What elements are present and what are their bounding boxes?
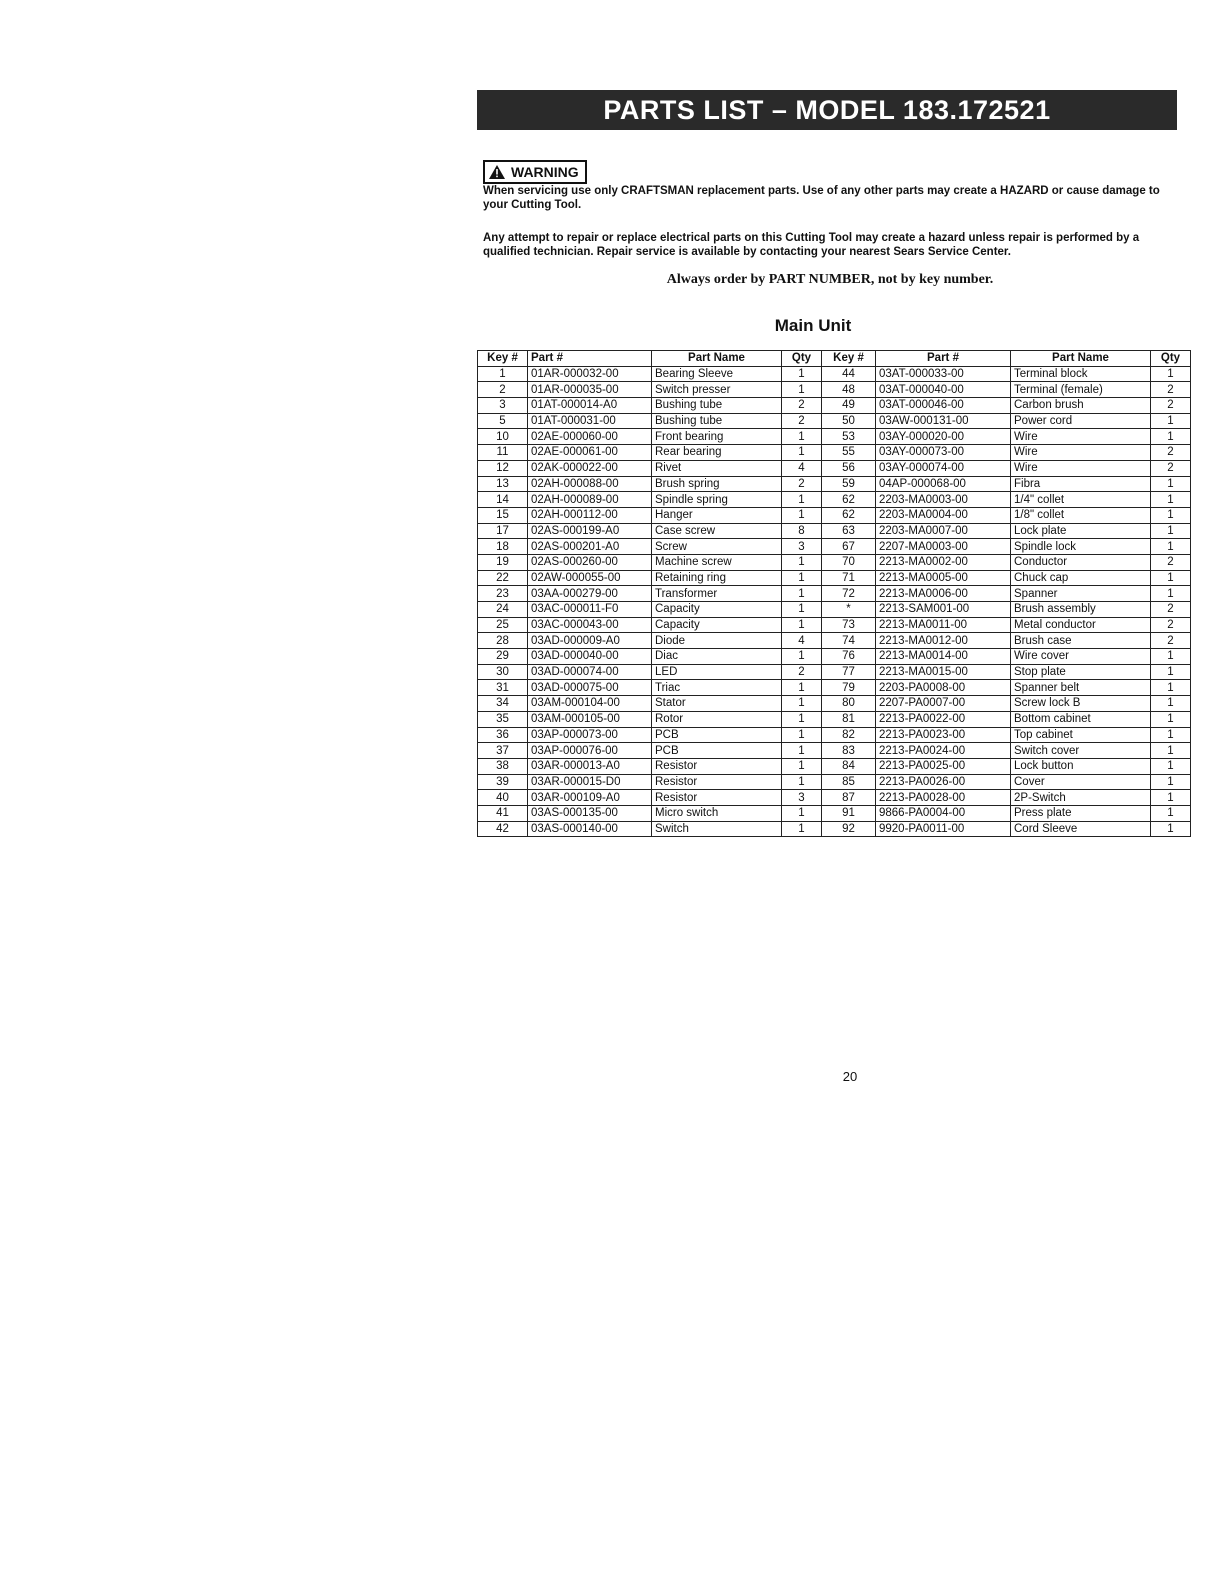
table-row bbox=[478, 758, 1191, 774]
qty-cell: 1 bbox=[1151, 664, 1191, 680]
qty-cell: 1 bbox=[782, 366, 822, 382]
key-cell: 36 bbox=[478, 727, 528, 743]
key-cell: 10 bbox=[478, 429, 528, 445]
key-cell: 38 bbox=[478, 758, 528, 774]
table-header-row bbox=[478, 351, 1191, 367]
part-name-cell: Stator bbox=[652, 696, 782, 712]
part-name-cell: Machine screw bbox=[652, 554, 782, 570]
part-number-cell: 03AM-000104-00 bbox=[528, 696, 652, 712]
part-name-cell: Brush assembly bbox=[1011, 602, 1151, 618]
part-name-cell: Retaining ring bbox=[652, 570, 782, 586]
part-name-cell: Front bearing bbox=[652, 429, 782, 445]
page-number: 20 bbox=[842, 1069, 858, 1084]
qty-cell: 2 bbox=[782, 664, 822, 680]
qty-cell: 1 bbox=[782, 617, 822, 633]
key-cell: 85 bbox=[822, 774, 876, 790]
part-name-cell: Wire bbox=[1011, 460, 1151, 476]
part-number-cell: 02AH-000089-00 bbox=[528, 492, 652, 508]
part-name-cell: Switch presser bbox=[652, 382, 782, 398]
key-cell: 49 bbox=[822, 398, 876, 414]
qty-cell: 1 bbox=[1151, 711, 1191, 727]
part-number-cell: 2207-MA0003-00 bbox=[876, 539, 1011, 555]
key-cell: 63 bbox=[822, 523, 876, 539]
qty-cell: 1 bbox=[1151, 476, 1191, 492]
qty-cell: 1 bbox=[782, 507, 822, 523]
table-row bbox=[478, 664, 1191, 680]
part-number-cell: 01AT-000014-A0 bbox=[528, 398, 652, 414]
qty-cell: 3 bbox=[782, 790, 822, 806]
part-name-cell: Power cord bbox=[1011, 413, 1151, 429]
key-cell: 35 bbox=[478, 711, 528, 727]
section-title: Main Unit bbox=[774, 316, 852, 335]
qty-cell: 1 bbox=[1151, 774, 1191, 790]
qty-cell: 1 bbox=[782, 680, 822, 696]
part-name-cell: 2P-Switch bbox=[1011, 790, 1151, 806]
part-name-cell: Diode bbox=[652, 633, 782, 649]
table-row bbox=[478, 476, 1191, 492]
part-name-cell: Spanner bbox=[1011, 586, 1151, 602]
key-cell: 83 bbox=[822, 743, 876, 759]
part-name-cell: Spanner belt bbox=[1011, 680, 1151, 696]
key-cell: 74 bbox=[822, 633, 876, 649]
part-number-cell: 03AD-000074-00 bbox=[528, 664, 652, 680]
part-number-cell: 2213-PA0022-00 bbox=[876, 711, 1011, 727]
part-number-cell: 03AD-000040-00 bbox=[528, 649, 652, 665]
key-cell: 3 bbox=[478, 398, 528, 414]
key-cell: 55 bbox=[822, 445, 876, 461]
table-row bbox=[478, 413, 1191, 429]
part-number-cell: 03AS-000140-00 bbox=[528, 821, 652, 837]
key-cell: 53 bbox=[822, 429, 876, 445]
qty-cell: 1 bbox=[782, 382, 822, 398]
part-name-cell: Triac bbox=[652, 680, 782, 696]
part-number-cell: 2213-PA0028-00 bbox=[876, 790, 1011, 806]
part-number-cell: 02AK-000022-00 bbox=[528, 460, 652, 476]
qty-cell: 1 bbox=[1151, 680, 1191, 696]
key-cell: 56 bbox=[822, 460, 876, 476]
part-number-cell: 02AE-000061-00 bbox=[528, 445, 652, 461]
part-name-cell: Lock plate bbox=[1011, 523, 1151, 539]
part-number-cell: 2213-PA0024-00 bbox=[876, 743, 1011, 759]
part-name-cell: 1/8" collet bbox=[1011, 507, 1151, 523]
table-row bbox=[478, 711, 1191, 727]
qty-cell: 1 bbox=[782, 445, 822, 461]
page-title-banner bbox=[477, 90, 1177, 130]
qty-cell: 2 bbox=[782, 413, 822, 429]
part-name-cell: Resistor bbox=[652, 758, 782, 774]
part-number-cell: 2213-MA0011-00 bbox=[876, 617, 1011, 633]
part-number-cell: 03AC-000011-F0 bbox=[528, 602, 652, 618]
page-title: PARTS LIST – MODEL 183.172521 bbox=[603, 95, 1051, 125]
key-cell: 34 bbox=[478, 696, 528, 712]
qty-cell: 1 bbox=[782, 554, 822, 570]
part-name-cell: Chuck cap bbox=[1011, 570, 1151, 586]
qty-cell: 2 bbox=[1151, 554, 1191, 570]
part-name-cell: Bushing tube bbox=[652, 398, 782, 414]
part-name-cell: Resistor bbox=[652, 790, 782, 806]
part-name-cell: Top cabinet bbox=[1011, 727, 1151, 743]
key-cell: 1 bbox=[478, 366, 528, 382]
key-cell: 50 bbox=[822, 413, 876, 429]
table-row bbox=[478, 398, 1191, 414]
table-row bbox=[478, 617, 1191, 633]
header-part-right: Part # bbox=[876, 351, 1011, 367]
qty-cell: 3 bbox=[782, 539, 822, 555]
header-name-left: Part Name bbox=[652, 351, 782, 367]
table-row bbox=[478, 743, 1191, 759]
part-number-cell: 02AH-000088-00 bbox=[528, 476, 652, 492]
key-cell: 23 bbox=[478, 586, 528, 602]
qty-cell: 1 bbox=[782, 602, 822, 618]
header-name-right: Part Name bbox=[1011, 351, 1151, 367]
qty-cell: 1 bbox=[782, 758, 822, 774]
header-key-right: Key # bbox=[822, 351, 876, 367]
part-number-cell: 03AY-000073-00 bbox=[876, 445, 1011, 461]
part-name-cell: Hanger bbox=[652, 507, 782, 523]
qty-cell: 1 bbox=[1151, 727, 1191, 743]
part-name-cell: Switch cover bbox=[1011, 743, 1151, 759]
key-cell: 39 bbox=[478, 774, 528, 790]
table-row bbox=[478, 586, 1191, 602]
key-cell: 2 bbox=[478, 382, 528, 398]
key-cell: 42 bbox=[478, 821, 528, 837]
part-name-cell: LED bbox=[652, 664, 782, 680]
part-name-cell: Rivet bbox=[652, 460, 782, 476]
table-row bbox=[478, 790, 1191, 806]
parts-table bbox=[477, 350, 1191, 837]
warning-paragraph-2: Any attempt to repair or replace electrical parts on this Cutting Tool may create a hazard unless repair is performed by a qualified technician. Repair service is available by contacting your nearest Sears Service Center. bbox=[483, 232, 1140, 258]
qty-cell: 1 bbox=[1151, 492, 1191, 508]
part-name-cell: Spindle spring bbox=[652, 492, 782, 508]
qty-cell: 1 bbox=[1151, 649, 1191, 665]
key-cell: 59 bbox=[822, 476, 876, 492]
part-name-cell: Press plate bbox=[1011, 805, 1151, 821]
part-name-cell: Cord Sleeve bbox=[1011, 821, 1151, 837]
part-number-cell: 02AS-000260-00 bbox=[528, 554, 652, 570]
part-number-cell: 2213-PA0026-00 bbox=[876, 774, 1011, 790]
part-number-cell: 03AD-000075-00 bbox=[528, 680, 652, 696]
part-number-cell: 03AY-000074-00 bbox=[876, 460, 1011, 476]
key-cell: 13 bbox=[478, 476, 528, 492]
part-name-cell: Bearing Sleeve bbox=[652, 366, 782, 382]
part-number-cell: 2213-SAM001-00 bbox=[876, 602, 1011, 618]
table-row bbox=[478, 633, 1191, 649]
qty-cell: 2 bbox=[1151, 382, 1191, 398]
part-name-cell: Wire bbox=[1011, 429, 1151, 445]
part-number-cell: 03AT-000040-00 bbox=[876, 382, 1011, 398]
header-key-left: Key # bbox=[478, 351, 528, 367]
warning-triangle-icon bbox=[489, 165, 505, 179]
qty-cell: 1 bbox=[1151, 570, 1191, 586]
part-name-cell: Wire bbox=[1011, 445, 1151, 461]
part-number-cell: 2213-MA0005-00 bbox=[876, 570, 1011, 586]
part-number-cell: 03AT-000046-00 bbox=[876, 398, 1011, 414]
part-number-cell: 03AA-000279-00 bbox=[528, 586, 652, 602]
part-name-cell: Stop plate bbox=[1011, 664, 1151, 680]
qty-cell: 2 bbox=[782, 398, 822, 414]
key-cell: 31 bbox=[478, 680, 528, 696]
warning-badge bbox=[483, 160, 587, 184]
part-number-cell: 03AY-000020-00 bbox=[876, 429, 1011, 445]
header-qty-left: Qty bbox=[782, 351, 822, 367]
table-row bbox=[478, 460, 1191, 476]
key-cell: 24 bbox=[478, 602, 528, 618]
key-cell: * bbox=[822, 602, 876, 618]
qty-cell: 2 bbox=[1151, 633, 1191, 649]
qty-cell: 1 bbox=[1151, 366, 1191, 382]
key-cell: 82 bbox=[822, 727, 876, 743]
part-name-cell: Transformer bbox=[652, 586, 782, 602]
part-number-cell: 2203-PA0008-00 bbox=[876, 680, 1011, 696]
qty-cell: 4 bbox=[782, 633, 822, 649]
qty-cell: 1 bbox=[1151, 429, 1191, 445]
qty-cell: 1 bbox=[782, 805, 822, 821]
qty-cell: 4 bbox=[782, 460, 822, 476]
qty-cell: 2 bbox=[1151, 398, 1191, 414]
table-row bbox=[478, 696, 1191, 712]
part-name-cell: PCB bbox=[652, 743, 782, 759]
key-cell: 48 bbox=[822, 382, 876, 398]
part-number-cell: 03AW-000131-00 bbox=[876, 413, 1011, 429]
part-name-cell: Metal conductor bbox=[1011, 617, 1151, 633]
table-row bbox=[478, 774, 1191, 790]
part-name-cell: Case screw bbox=[652, 523, 782, 539]
key-cell: 62 bbox=[822, 507, 876, 523]
part-number-cell: 2213-MA0002-00 bbox=[876, 554, 1011, 570]
key-cell: 37 bbox=[478, 743, 528, 759]
key-cell: 80 bbox=[822, 696, 876, 712]
part-name-cell: Rotor bbox=[652, 711, 782, 727]
key-cell: 72 bbox=[822, 586, 876, 602]
table-row bbox=[478, 680, 1191, 696]
part-number-cell: 02AS-000201-A0 bbox=[528, 539, 652, 555]
key-cell: 62 bbox=[822, 492, 876, 508]
part-number-cell: 9920-PA0011-00 bbox=[876, 821, 1011, 837]
part-number-cell: 03AS-000135-00 bbox=[528, 805, 652, 821]
part-number-cell: 2213-MA0006-00 bbox=[876, 586, 1011, 602]
qty-cell: 2 bbox=[1151, 617, 1191, 633]
qty-cell: 1 bbox=[782, 570, 822, 586]
part-number-cell: 02AH-000112-00 bbox=[528, 507, 652, 523]
part-number-cell: 02AE-000060-00 bbox=[528, 429, 652, 445]
part-name-cell: Rear bearing bbox=[652, 445, 782, 461]
qty-cell: 2 bbox=[1151, 602, 1191, 618]
key-cell: 11 bbox=[478, 445, 528, 461]
key-cell: 84 bbox=[822, 758, 876, 774]
part-number-cell: 01AR-000032-00 bbox=[528, 366, 652, 382]
table-row bbox=[478, 382, 1191, 398]
key-cell: 15 bbox=[478, 507, 528, 523]
qty-cell: 1 bbox=[1151, 696, 1191, 712]
part-number-cell: 03AD-000009-A0 bbox=[528, 633, 652, 649]
qty-cell: 1 bbox=[1151, 507, 1191, 523]
qty-cell: 1 bbox=[782, 743, 822, 759]
table-row bbox=[478, 445, 1191, 461]
key-cell: 25 bbox=[478, 617, 528, 633]
table-row bbox=[478, 492, 1191, 508]
key-cell: 73 bbox=[822, 617, 876, 633]
key-cell: 79 bbox=[822, 680, 876, 696]
part-name-cell: Micro switch bbox=[652, 805, 782, 821]
part-number-cell: 2203-MA0007-00 bbox=[876, 523, 1011, 539]
part-name-cell: Carbon brush bbox=[1011, 398, 1151, 414]
order-note: Always order by PART NUMBER, not by key number. bbox=[666, 272, 994, 287]
key-cell: 29 bbox=[478, 649, 528, 665]
key-cell: 71 bbox=[822, 570, 876, 586]
table-row bbox=[478, 523, 1191, 539]
part-name-cell: Resistor bbox=[652, 774, 782, 790]
qty-cell: 1 bbox=[782, 649, 822, 665]
qty-cell: 2 bbox=[1151, 445, 1191, 461]
part-name-cell: Lock button bbox=[1011, 758, 1151, 774]
part-number-cell: 01AR-000035-00 bbox=[528, 382, 652, 398]
qty-cell: 1 bbox=[1151, 413, 1191, 429]
qty-cell: 1 bbox=[782, 711, 822, 727]
key-cell: 77 bbox=[822, 664, 876, 680]
part-number-cell: 03AR-000109-A0 bbox=[528, 790, 652, 806]
key-cell: 67 bbox=[822, 539, 876, 555]
part-name-cell: Cover bbox=[1011, 774, 1151, 790]
part-name-cell: Wire cover bbox=[1011, 649, 1151, 665]
header-qty-right: Qty bbox=[1151, 351, 1191, 367]
part-number-cell: 2213-MA0012-00 bbox=[876, 633, 1011, 649]
table-row bbox=[478, 429, 1191, 445]
part-number-cell: 01AT-000031-00 bbox=[528, 413, 652, 429]
qty-cell: 8 bbox=[782, 523, 822, 539]
part-name-cell: Capacity bbox=[652, 617, 782, 633]
key-cell: 17 bbox=[478, 523, 528, 539]
part-number-cell: 02AS-000199-A0 bbox=[528, 523, 652, 539]
qty-cell: 1 bbox=[782, 821, 822, 837]
part-number-cell: 03AP-000076-00 bbox=[528, 743, 652, 759]
table-row bbox=[478, 554, 1191, 570]
part-number-cell: 03AP-000073-00 bbox=[528, 727, 652, 743]
part-number-cell: 2203-MA0003-00 bbox=[876, 492, 1011, 508]
qty-cell: 1 bbox=[1151, 790, 1191, 806]
part-name-cell: Brush spring bbox=[652, 476, 782, 492]
key-cell: 40 bbox=[478, 790, 528, 806]
part-number-cell: 9866-PA0004-00 bbox=[876, 805, 1011, 821]
part-number-cell: 03AC-000043-00 bbox=[528, 617, 652, 633]
part-name-cell: Fibra bbox=[1011, 476, 1151, 492]
part-name-cell: Brush case bbox=[1011, 633, 1151, 649]
warning-label: WARNING bbox=[511, 164, 579, 180]
table-row bbox=[478, 727, 1191, 743]
table-row bbox=[478, 570, 1191, 586]
table-row bbox=[478, 821, 1191, 837]
qty-cell: 1 bbox=[1151, 586, 1191, 602]
part-number-cell: 04AP-000068-00 bbox=[876, 476, 1011, 492]
qty-cell: 1 bbox=[1151, 805, 1191, 821]
key-cell: 22 bbox=[478, 570, 528, 586]
qty-cell: 1 bbox=[782, 429, 822, 445]
qty-cell: 1 bbox=[782, 727, 822, 743]
table-row bbox=[478, 507, 1191, 523]
part-number-cell: 03AT-000033-00 bbox=[876, 366, 1011, 382]
qty-cell: 1 bbox=[782, 774, 822, 790]
key-cell: 44 bbox=[822, 366, 876, 382]
part-number-cell: 02AW-000055-00 bbox=[528, 570, 652, 586]
qty-cell: 1 bbox=[782, 696, 822, 712]
part-number-cell: 2213-PA0025-00 bbox=[876, 758, 1011, 774]
key-cell: 12 bbox=[478, 460, 528, 476]
part-name-cell: Diac bbox=[652, 649, 782, 665]
table-row bbox=[478, 602, 1191, 618]
qty-cell: 1 bbox=[782, 492, 822, 508]
key-cell: 70 bbox=[822, 554, 876, 570]
key-cell: 41 bbox=[478, 805, 528, 821]
qty-cell: 1 bbox=[1151, 539, 1191, 555]
part-number-cell: 2213-PA0023-00 bbox=[876, 727, 1011, 743]
key-cell: 92 bbox=[822, 821, 876, 837]
part-name-cell: Terminal (female) bbox=[1011, 382, 1151, 398]
table-row bbox=[478, 366, 1191, 382]
qty-cell: 2 bbox=[782, 476, 822, 492]
part-number-cell: 2203-MA0004-00 bbox=[876, 507, 1011, 523]
part-name-cell: Bushing tube bbox=[652, 413, 782, 429]
key-cell: 30 bbox=[478, 664, 528, 680]
table-row bbox=[478, 649, 1191, 665]
key-cell: 87 bbox=[822, 790, 876, 806]
qty-cell: 1 bbox=[782, 586, 822, 602]
qty-cell: 1 bbox=[1151, 821, 1191, 837]
part-number-cell: 2213-MA0014-00 bbox=[876, 649, 1011, 665]
part-number-cell: 2213-MA0015-00 bbox=[876, 664, 1011, 680]
part-name-cell: Spindle lock bbox=[1011, 539, 1151, 555]
key-cell: 19 bbox=[478, 554, 528, 570]
key-cell: 81 bbox=[822, 711, 876, 727]
part-number-cell: 03AR-000015-D0 bbox=[528, 774, 652, 790]
table-body bbox=[478, 366, 1191, 837]
key-cell: 5 bbox=[478, 413, 528, 429]
qty-cell: 1 bbox=[1151, 523, 1191, 539]
warning-paragraph-1: When servicing use only CRAFTSMAN replacement parts. Use of any other parts may create a HAZARD or cause damage to your Cutting Tool. bbox=[483, 185, 1160, 211]
part-name-cell: Capacity bbox=[652, 602, 782, 618]
part-name-cell: Conductor bbox=[1011, 554, 1151, 570]
part-name-cell: PCB bbox=[652, 727, 782, 743]
qty-cell: 1 bbox=[1151, 743, 1191, 759]
qty-cell: 1 bbox=[1151, 758, 1191, 774]
part-name-cell: Screw lock B bbox=[1011, 696, 1151, 712]
key-cell: 28 bbox=[478, 633, 528, 649]
header-part-left: Part # bbox=[528, 351, 652, 367]
part-name-cell: Bottom cabinet bbox=[1011, 711, 1151, 727]
part-name-cell: 1/4" collet bbox=[1011, 492, 1151, 508]
qty-cell: 2 bbox=[1151, 460, 1191, 476]
part-name-cell: Switch bbox=[652, 821, 782, 837]
table-row bbox=[478, 539, 1191, 555]
key-cell: 18 bbox=[478, 539, 528, 555]
part-name-cell: Terminal block bbox=[1011, 366, 1151, 382]
key-cell: 91 bbox=[822, 805, 876, 821]
part-name-cell: Screw bbox=[652, 539, 782, 555]
table-row bbox=[478, 805, 1191, 821]
part-number-cell: 2207-PA0007-00 bbox=[876, 696, 1011, 712]
key-cell: 14 bbox=[478, 492, 528, 508]
part-number-cell: 03AM-000105-00 bbox=[528, 711, 652, 727]
part-number-cell: 03AR-000013-A0 bbox=[528, 758, 652, 774]
key-cell: 76 bbox=[822, 649, 876, 665]
